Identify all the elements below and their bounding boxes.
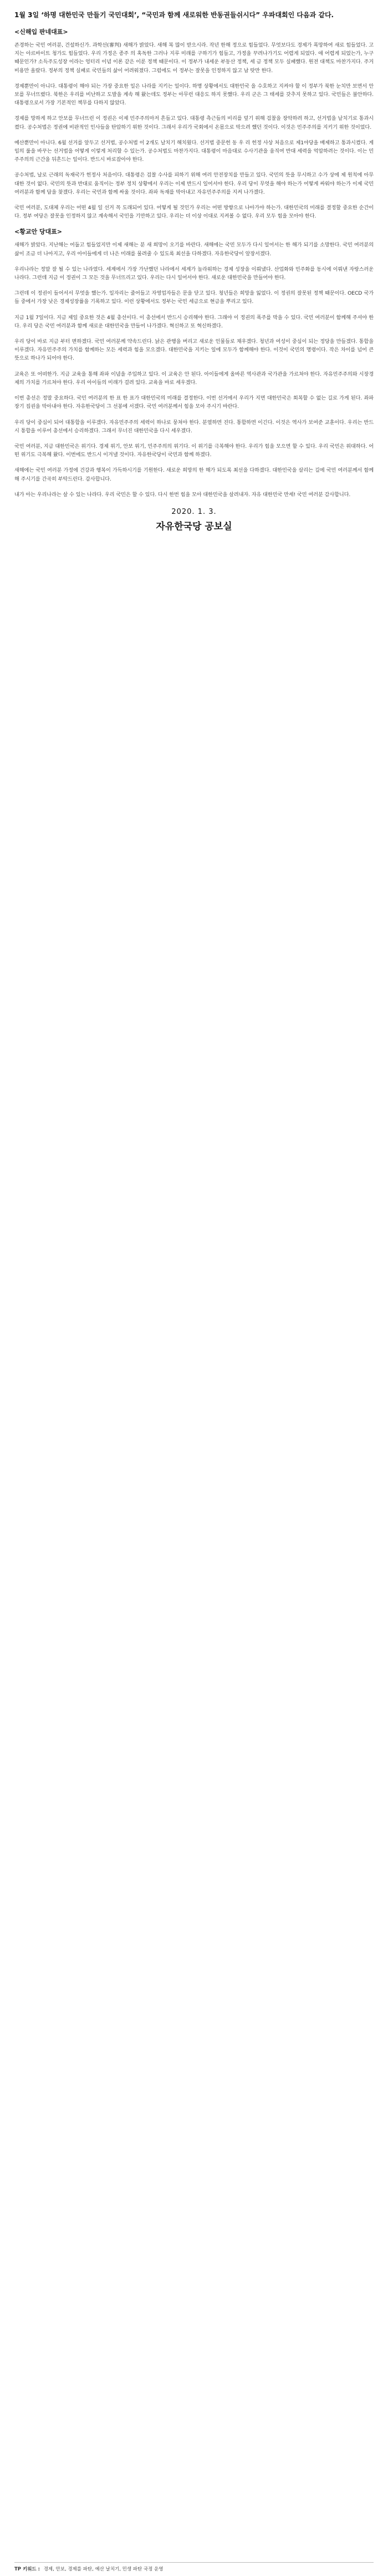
section-2-paragraph: 내가 아는 우리나라는 살 수 있는 나라다. 우리 국민은 할 수 있다. 다시 한번 힘을 모아 대한민국을 살려내자. 자유 대한민국 만세! 국민 여러분 감사합니다. <box>14 491 351 498</box>
section-1-title: <신해입 판네대표> <box>14 28 68 36</box>
section-2-paragraph: 새해에는 국민 여러분 가정에 건강과 행복이 가득하시기를 기원한다. 새로운 희망의 한 해가 되도록 최선을 다하겠다. 대한민국을 살리는 길에 국민 여러분께서 함께해 주시기를 간곡히 부탁드린다. 감사합니다. <box>14 467 374 482</box>
section-1-paragraph: 국민 여러분, 도대체 우리는 어떤 4월 일 선거 꼭 도래되어 있다. 어떻게 될 것인가 우리는 어떤 방향으로 나아가야 하는가. 대한민국의 미래를 결정할 중요한 순간이다. 정부 여당은 잘못을 인정하지 않고 계속해서 국민을 기만하고 있다. 우리는 더 이상 이대로 지켜볼 수 없다. 우리 모두 힘을 모아야 한다. <box>14 205 374 220</box>
section-2-title: <황교안 당대표> <box>14 228 63 236</box>
section-2 <box>14 228 374 498</box>
section-1-paragraph: 예산뿐만이 아니다. 6월 선거를 앞두고 선거법, 공수처법 이 2개도 날치기 해치웠다. 선거법 중문헌 동 우 리 헌정 사상 처음으로 제1야당을 배제하고 통과시켰다. 게임의 룰을 바꾸는 선거법을 어떻게 이렇게 처리할 수 있는가. 공수처법도 마찬가지다. 대통령이 마음대로 수사기관을 움직여 반대 세력을 억압하려는 것이다. 이는 민주주의의 근간을 뒤흔드는 일이다. 반드시 바로잡아야 한다. <box>14 139 374 163</box>
section-2-paragraph: 국민 여러분, 지금 대한민국은 위기다. 경제 위기, 안보 위기, 민주주의의 위기다. 이 위기를 극복해야 한다. 우리가 힘을 모으면 할 수 있다. 우리 국민은 위대하다. 어떤 위기도 극복해 왔다. 이번에도 반드시 이겨낼 것이다. 자유한국당이 국민과 함께 하겠다. <box>14 443 374 458</box>
section-2-paragraph: 새해가 밝았다. 지난해는 어둡고 힘들었지만 이제 새해는 분 새 희망이 오기를 바란다. 새해에는 국민 모두가 다시 일어서는 한 해가 되기를 소망한다. 국민 여러분의 삶이 조금 더 나아지고, 우리 아이들에게 더 나은 미래를 물려줄 수 있도록 최선을 다하겠다. 자유한국당이 앞장서겠다. <box>14 242 374 257</box>
section-1-paragraph: 존경하는 국민 여러분, 건설하신가. 과학선(審判) 새해가 밝았다. 새해 복 많이 받으시라. 작년 한해 정으로 힘들었다. 무엇보다도 경제가 폭망하여 새로 힘들었다. 고지는 아르바이트 청가도 힘들었다. 우리 가정은 종주 의 혹독한 그러나 지루 미래를 구하기가 힘들고, 가정을 꾸려나가기도 어렵게 되었다. 애 어렵게 되었는가, 누구 때문인가? 소득주도성장 이라는 엉터리 이념 이론 같은 이룬 정책 때문이다. 이 정부가 내세운 부동산 정책, 세 금 정책 모두 실패했다. 원전 대책도 마찬가지다. 주거 비용만 올랐다. 정부의 정책 실패로 국민들의 삶이 어려워졌다. 그럼에도 이 정부는 잘못을 인정하지 않고 남 탓만 한다. <box>14 42 374 74</box>
footer-label: TP 키워드 : <box>14 2567 40 2572</box>
section-2-paragraph: 우리나라는 정말 잘 될 수 있는 나라였다. 세계에서 가장 가난했던 나라에서 세계가 놀라워하는 경제 성장을 이뤄냈다. 산업화와 민주화를 동시에 이뤄낸 자랑스러운 나라다. 그런데 지금 이 정권이 그 모든 것을 무너뜨리고 있다. 우리는 다시 일어서야 한다. 새로운 대한민국을 만들어야 한다. <box>14 266 374 281</box>
section-2-paragraph: 교육은 또 어떠한가. 지금 교육을 통해 좌파 이념을 주입하고 있다. 이 교육은 안 된다. 아이들에게 올바른 역사관과 국가관을 가르쳐야 한다. 자유민주주의와 시장경제의 가치를 가르쳐야 한다. 우리 아이들의 미래가 걸려 있다. 교육을 바로 세우겠다. <box>14 371 374 386</box>
section-1 <box>14 28 374 220</box>
section-2-paragraph: 우리 당이 중심이 되어 대통합을 이루겠다. 자유민주주의 세력이 하나로 뭉쳐야 한다. 분열하면 진다. 통합하면 이긴다. 이것은 역사가 보여준 교훈이다. 우리는 반드시 통합을 이루어 총선에서 승리하겠다. 그래서 무너진 대한민국을 다시 세우겠다. <box>14 419 374 434</box>
signature: 자유한국당 공보실 <box>156 521 232 532</box>
section-2-paragraph: 이번 총선은 정말 중요하다. 국민 여러분의 한 표 한 표가 대한민국의 미래를 결정한다. 이번 선거에서 우리가 지면 대한민국은 회복할 수 없는 길로 가게 된다. 좌파 장기 집권을 막아내야 한다. 자유한국당이 그 선봉에 서겠다. 국민 여러분께서 힘을 모아 주시기 바란다. <box>14 395 374 410</box>
release-date: 2020. 1. 3. <box>171 507 217 516</box>
headline: 1월 3일 ‘하명 대한민국 만들기 국민대회’, “국민과 함께 새로워한 반동권들쉬시다” 우파대회인 다음과 같다. <box>14 11 334 19</box>
section-1-paragraph: 공수처법, 날로 근래의 독재국가 헌정사 처음이다. 대통령은 검찰 수사를 피하기 위해 여러 안전장치를 만들고 있다. 국민의 뜻을 무시하고 수가 상에 제 원칙에 아무 대한 것이 없다. 국민의 뜻과 반대로 움직이는 정부 정치 상황에서 우리는 이제 반드시 일어서야 한다. 우리 당이 무엇을 해야 하는가 어떻게 싸워야 하는가 이제 국민 여러분과 함께 답을 찾겠다. 우리는 국민과 함께 싸울 것이다. 좌파 독재를 막아내고 자유민주주의를 지켜 나가겠다. <box>14 172 374 195</box>
section-2-paragraph: 그런데 이 정권이 들어서서 무엇을 했는가. 일자리는 줄어들고 자영업자들은 문을 닫고 있다. 청년들은 희망을 잃었다. 이 정권의 잘못된 정책 때문이다. OECD 국가들 중에서 가장 낮은 경제성장률을 기록하고 있다. 이런 상황에서도 정부는 국민 세금으로 현금을 뿌리고 있다. <box>14 290 374 305</box>
section-1-paragraph: 경제뿐만이 아니다. 대통령이 해야 되는 가장 중요한 일은 나라를 지키는 일이다. 하명 상황에서도 대한민국 을 수호하고 지켜야 할 이 정부가 북한 눈치만 보면서 안보를 무너뜨렸다. 북한은 우리를 비난하고 도발을 계속 해 왔는데도 정부는 아무런 대응도 하지 못했다. 우리 군은 그 태세를 갖추지 못하고 있다. 국민들은 불안하다. 대통령으로서 가장 기본적인 책무를 다하지 않았다. <box>14 83 374 107</box>
section-2-paragraph: 지금 1월 7일이다. 지금 제일 중요한 것은 4월 총선이다. 이 총선에서 반드시 승리해야 한다. 그래야 이 정권의 폭주를 막을 수 있다. 국민 여러분이 함께해 주셔야 한다. 우리 당은 국민 여러분과 함께 새로운 대한민국을 만들어 나가겠다. 혁신하고 또 혁신하겠다. <box>14 314 374 329</box>
footer-keyword-list: 경제, 안보, 경제를 파탄, 예산 날치기, 민생 파탄 국정 운영 <box>43 2567 164 2572</box>
section-2-paragraph: 우리 당이 바로 지금 부터 변하겠다. 국민 여러분께 약속드린다. 낡은 관행을 버리고 새로운 인물들로 채우겠다. 청년과 여성이 중심이 되는 정당을 만들겠다. 통합을 이루겠다. 자유민주주의 가치를 함께하는 모든 세력과 힘을 모으겠다. 대한민국을 지키는 일에 모두가 함께해야 한다. 이것이 국민의 명령이다. 작은 차이를 넘어 큰 뜻으로 하나가 되어야 한다. <box>14 339 374 362</box>
section-1-paragraph: 경제를 망하게 하고 안보를 무너뜨린 이 정권은 이제 민주주의마저 흔들고 있다. 대통령 측근들의 비리를 덮기 위해 검찰을 장악하려 하고, 선거법을 날치기로 통과시켰다. 공수처법은 정권에 비판적인 인사들을 탄압하기 위한 것이다. 그래서 우리가 국회에서 온몸으로 막으려 했던 것이다. 이것은 민주주의를 지키기 위한 것이었다. <box>14 115 374 130</box>
footer-keywords <box>14 2562 374 2573</box>
